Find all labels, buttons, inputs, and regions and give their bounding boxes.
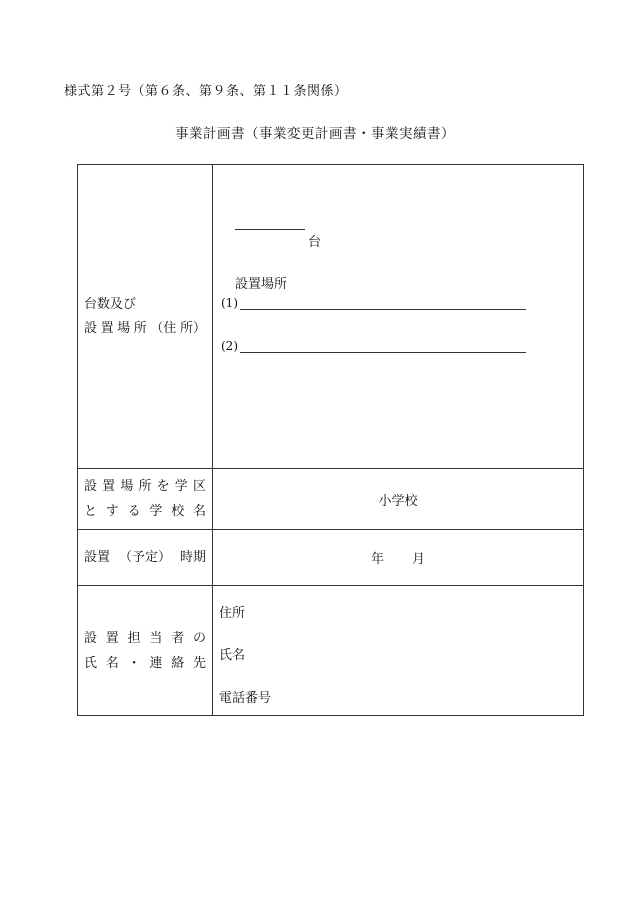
place-item-1 <box>221 295 526 310</box>
place-item-2 <box>221 338 526 353</box>
label-contact <box>78 586 213 716</box>
label-school-district <box>78 469 213 530</box>
label-school-line-1: 設 置 場 所 を 学 区 <box>84 479 206 494</box>
month-label: 月 <box>412 552 426 567</box>
plan-form-table <box>77 164 584 716</box>
value-period[interactable] <box>213 530 584 586</box>
year-label: 年 <box>370 552 384 567</box>
form-number: 様式第２号（第６条、第９条、第１１条関係） <box>64 84 348 99</box>
table-row-school <box>78 469 584 530</box>
value-count-location[interactable] <box>213 165 584 469</box>
table-row-period <box>78 530 584 586</box>
place-item-1-blank-line[interactable] <box>240 295 526 310</box>
school-suffix: 小学校 <box>378 493 418 509</box>
label-period-line: 設置 （予定） 時期 <box>84 550 206 565</box>
label-location-line: 設 置 場 所 （住 所） <box>84 320 206 336</box>
value-school[interactable] <box>213 469 584 530</box>
place-item-1-number: (1) <box>221 296 238 310</box>
count-blank-line[interactable] <box>235 229 305 230</box>
label-contact-line-2: 氏 名 ・ 連 絡 先 <box>84 655 206 671</box>
table-row-contact <box>78 586 584 716</box>
place-item-2-number: (2) <box>221 339 238 353</box>
label-count-location <box>78 165 213 469</box>
label-contact-line-1: 設 置 担 当 者 の <box>84 630 206 646</box>
place-item-2-blank-line[interactable] <box>240 338 526 353</box>
contact-phone-label: 電話番号 <box>219 691 272 706</box>
period-fields <box>213 548 583 567</box>
count-unit: 台 <box>308 235 322 250</box>
label-school-line-2: と す る 学 校 名 <box>84 504 206 519</box>
document-title: 事業計画書（事業変更計画書・事業実績書） <box>175 126 455 142</box>
contact-name-label: 氏名 <box>219 648 246 663</box>
place-title: 設置場所 <box>235 277 288 292</box>
label-count-line: 台数及び <box>84 296 137 312</box>
label-period <box>78 530 213 586</box>
value-contact[interactable] <box>213 586 584 716</box>
contact-address-label: 住所 <box>219 606 246 621</box>
table-row-location <box>78 165 584 469</box>
